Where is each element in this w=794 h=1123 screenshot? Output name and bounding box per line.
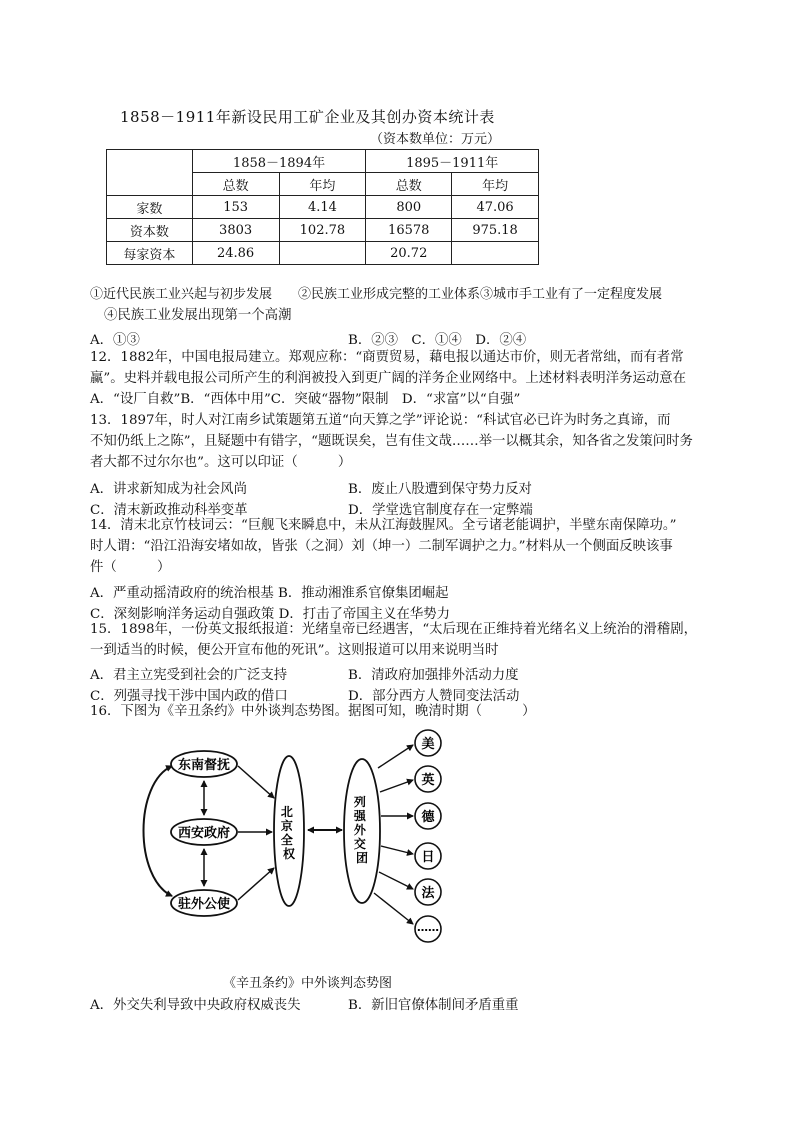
period-header-1: 1858－1894年 (192, 150, 366, 173)
table-cell: 975.18 (452, 219, 539, 242)
q14-line3: 件（ ） (90, 560, 171, 575)
table-cell: 4.14 (279, 196, 366, 219)
q11-items-line1: ①近代民族工业兴起与初步发展 ②民族工业形成完整的工业体系③城市手工业有了一定程度发展 (90, 287, 663, 302)
q12-line2: 赢”。史料并载电报公司所产生的利润被投入到更广阔的洋务企业网络中。上述材料表明洋务运动意在 (90, 371, 687, 386)
table-title: 1858－1911年新设民用工矿企业及其创办资本统计表 (120, 108, 495, 126)
q11-option-a: A．①③ (90, 333, 140, 348)
q15-option-a: A．君主立宪受到社会的广泛支持 (90, 668, 288, 683)
label-powers (353, 794, 370, 865)
arrow-southeast-beijing (238, 766, 274, 798)
arrow-country (378, 745, 413, 768)
table-corner-cell (107, 150, 193, 196)
q12-options: A．“设厂自救”B．“西体中用”C．突破“器物”限制 D．“求富”以“自强” (90, 392, 521, 407)
q12-line1: 12．1882年，中国电报局建立。郑观应称：“商贾贸易，藉电报以通达市价，则无者常绌，而有者常 (90, 350, 684, 365)
q14-options-cd: C．深刻影响洋务运动自强政策 D．打击了帝国主义在华势力 (90, 607, 451, 622)
table-row (107, 219, 539, 242)
table-cell (452, 242, 539, 265)
label-powers-char: 列 (353, 795, 366, 809)
table-cell: 3803 (192, 219, 279, 242)
col-avg-1: 年均 (279, 173, 366, 196)
left-curve-arrow (144, 766, 173, 896)
arrow-country (379, 872, 413, 889)
label-country-france: 法 (421, 886, 435, 901)
q11-items-line2: ④民族工业发展出现第一个高潮 (104, 308, 292, 323)
q13-option-a: A．讲求新知成为社会风尚 (90, 482, 247, 497)
label-southeast: 东南督抚 (177, 758, 231, 773)
label-country-more: …… (417, 921, 439, 934)
table-cell: 800 (366, 196, 452, 219)
label-country-usa: 美 (421, 737, 435, 752)
label-powers-char: 强 (353, 809, 366, 823)
q15-line2: 一到适当的时候，便公开宣布他的死讯”。这则报道可以用来说明当时 (90, 643, 499, 658)
table-cell: 24.86 (192, 242, 279, 265)
figure-caption: 《辛丑条约》中外谈判态势图 (223, 976, 393, 991)
q15-option-d: D．部分西方人赞同变法活动 (348, 689, 520, 704)
label-beijing-char: 北 (280, 805, 293, 819)
q16-option-b: B．新旧官僚体制间矛盾重重 (348, 998, 519, 1013)
country-nodes (374, 730, 441, 942)
q15-option-b: B．清政府加强排外活动力度 (348, 668, 519, 683)
label-beijing-char: 全 (280, 833, 293, 847)
label-country-japan: 日 (421, 850, 435, 865)
label-beijing-char: 权 (282, 847, 296, 861)
table-cell: 16578 (366, 219, 452, 242)
table-cell: 153 (192, 196, 279, 219)
table-cell: 102.78 (279, 219, 366, 242)
table-cell: 20.72 (366, 242, 452, 265)
label-beijing (281, 805, 297, 861)
col-total-2: 总数 (366, 173, 452, 196)
q13-option-d: D．学堂选官制度存在一定弊端 (348, 503, 533, 518)
statistics-table (106, 149, 539, 265)
label-country-uk: 英 (421, 773, 435, 788)
row-label: 资本数 (107, 219, 193, 242)
q16-stem: 16．下图为《辛丑条约》中外谈判态势图。据图可知，晚清时期（ ） (90, 704, 536, 719)
label-beijing-char: 京 (280, 819, 293, 833)
label-powers-char: 外 (353, 823, 366, 837)
q11-options-bcd: B．②③ C．①④ D．②④ (348, 333, 527, 348)
label-powers-char: 交 (353, 837, 366, 851)
table-unit: （资本数单位：万元） (370, 132, 501, 147)
q14-line1: 14．清末北京竹枝词云：“巨舰飞来瞬息中，未从江海鼓腥风。全亏诸老能调护，半壁东南保障功。” (90, 518, 677, 533)
row-label: 每家资本 (107, 242, 193, 265)
negotiation-diagram (138, 728, 458, 950)
arrow-country (374, 893, 413, 924)
table-cell: 47.06 (452, 196, 539, 219)
label-xian: 西安政府 (177, 826, 231, 841)
q14-options-ab: A．严重动摇清政府的统治根基 B．推动湘淮系官僚集团崛起 (90, 586, 449, 601)
label-country-germany: 德 (421, 810, 435, 825)
q13-line1: 13．1897年，时人对江南乡试策题第五道“向天算之学”评论说：“科试官必已许为时务之真谛，而 (90, 413, 671, 428)
q15-line1: 15．1898年，一份英文报纸报道：光绪皇帝已经遇害，“太后现在正维持着光绪名义上统治的滑稽剧， (90, 622, 697, 637)
q15-option-c: C．列强寻找干涉中国内政的借口 (90, 689, 288, 704)
q13-line3: 者大都不过尔尔也”。这可以印证（ ） (90, 455, 352, 470)
arrow-envoy-beijing (238, 868, 274, 900)
col-avg-2: 年均 (452, 173, 539, 196)
arrow-country (381, 846, 413, 854)
row-label: 家数 (107, 196, 193, 219)
period-header-2: 1895－1911年 (366, 150, 539, 173)
q14-line2: 时人谓：“沿江沿海安堵如故，皆张（之洞）刘（坤一）二制军调护之力。”材料从一个侧面反映该事 (90, 539, 673, 554)
arrow-country (380, 780, 413, 792)
col-total-1: 总数 (192, 173, 279, 196)
label-envoy: 驻外公使 (177, 897, 231, 912)
table-cell (279, 242, 366, 265)
label-powers-char: 团 (355, 851, 369, 865)
q16-option-a: A．外交失利导致中央政府权威丧失 (90, 998, 301, 1013)
table-row (107, 242, 539, 265)
q13-option-b: B．废止八股遭到保守势力反对 (348, 482, 532, 497)
q13-line2: 不知仍纸上之陈”，且疑题中有错字，“题既误矣，岂有佳文哉……举一以概其余，知各省之发策问时务 (90, 434, 693, 449)
table-row (107, 196, 539, 219)
q13-option-c: C．清末新政推动科举变革 (90, 503, 248, 518)
